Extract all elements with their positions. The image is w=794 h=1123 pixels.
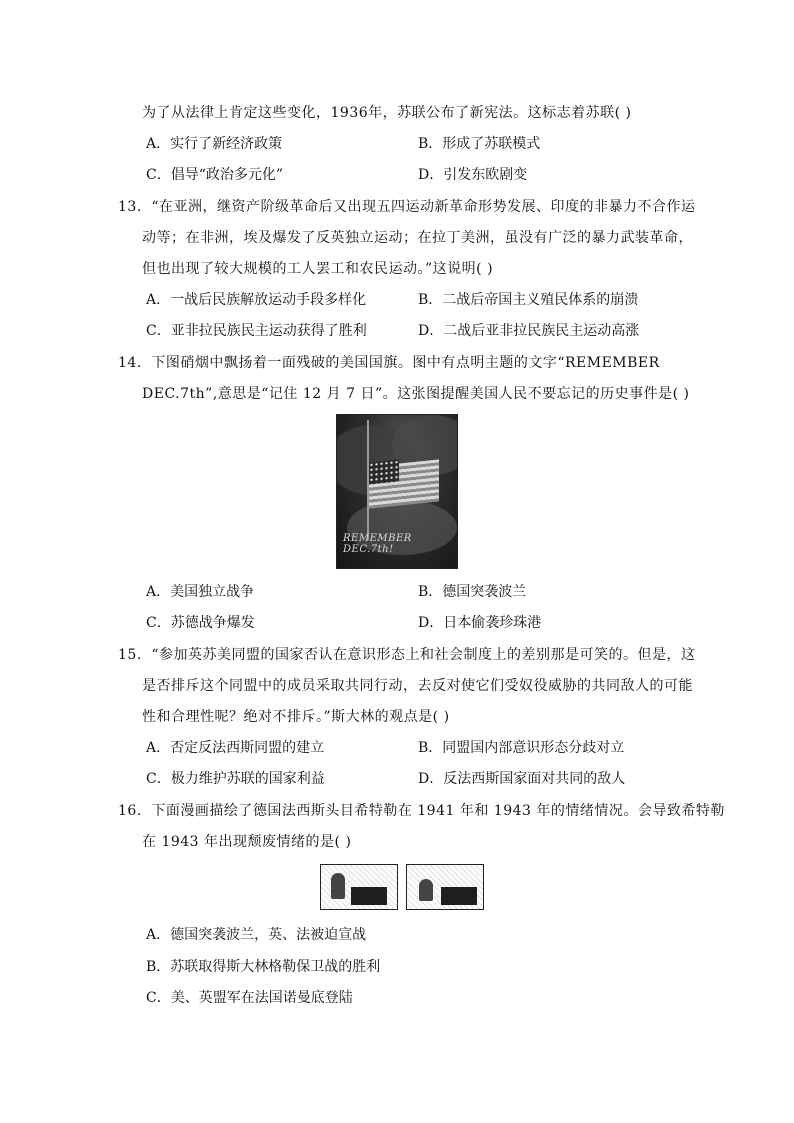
q15-option-c[interactable]: C．极力维护苏联的国家利益 <box>146 771 325 787</box>
pearl-harbor-poster-image <box>336 414 458 569</box>
q13-option-d[interactable]: D．二战后亚非拉民族民主运动高涨 <box>418 323 640 339</box>
q14-option-d[interactable]: D．日本偷袭珍珠港 <box>418 615 542 631</box>
q16-option-c[interactable]: C．美、英盟军在法国诺曼底登陆 <box>146 990 353 1006</box>
q16-stem-line2: 在 1943 年出现颓废情绪的是( ) <box>142 834 352 850</box>
hitler-1941-cartoon <box>320 864 398 910</box>
q14-stem-line1: 14．下图硝烟中飘扬着一面残破的美国国旗。图中有点明主题的文字“REMEMBER <box>118 355 660 371</box>
poster-caption: REMEMBER DEC.7th! <box>343 533 412 555</box>
q14-stem-line2: DEC.7th”,意思是“记住 12 月 7 日”。这张图提醒美国人民不要忘记的历史事件是( ) <box>142 386 690 402</box>
person-icon <box>419 879 433 901</box>
q13-option-c[interactable]: C．亚非拉民族民主运动获得了胜利 <box>146 323 367 339</box>
q12-option-b[interactable]: B．形成了苏联模式 <box>418 136 541 152</box>
q13-option-a[interactable]: A．一战后民族解放运动手段多样化 <box>146 292 367 308</box>
q16-option-b[interactable]: B．苏联取得斯大林格勒保卫战的胜利 <box>146 959 381 975</box>
q16-stem-line1: 16．下面漫画描绘了德国法西斯头目希特勒在 1941 年和 1943 年的情绪情况。会导致希特勒 <box>118 803 725 819</box>
q12-option-d[interactable]: D．引发东欧剧变 <box>418 167 528 183</box>
q14-option-b[interactable]: B．德国突袭波兰 <box>418 584 527 600</box>
flag-canton <box>369 459 399 484</box>
q13-option-b[interactable]: B．二战后帝国主义殖民体系的崩溃 <box>418 292 639 308</box>
q14-option-c[interactable]: C．苏德战争爆发 <box>146 615 255 631</box>
q15-option-a[interactable]: A．否定反法西斯同盟的建立 <box>146 740 325 756</box>
piano-icon <box>351 887 387 905</box>
q12-option-c[interactable]: C．倡导“政治多元化” <box>146 167 284 183</box>
q15-option-b[interactable]: B．同盟国内部意识形态分歧对立 <box>418 740 625 756</box>
q15-option-d[interactable]: D．反法西斯国家面对共同的敌人 <box>418 771 626 787</box>
q14-option-a[interactable]: A．美国独立战争 <box>146 584 255 600</box>
q13-stem-line2: 动等；在非洲，埃及爆发了反英独立运动；在拉丁美洲，虽没有广泛的暴力武装革命， <box>142 230 693 246</box>
hitler-1943-cartoon <box>406 864 484 910</box>
person-icon <box>331 873 345 899</box>
q12-option-a[interactable]: A．实行了新经济政策 <box>146 136 283 152</box>
q16-option-a[interactable]: A．德国突袭波兰，英、法被迫宣战 <box>146 927 367 943</box>
q15-stem-line3: 性和合理性呢？绝对不排斥。”斯大林的观点是( ) <box>142 709 450 725</box>
q15-stem-line1: 15．“参加英苏美同盟的国家否认在意识形态上和社会制度上的差别那是可笑的。但是，这 <box>118 647 696 663</box>
piano-icon <box>441 887 477 905</box>
q13-stem-line3: 但也出现了较大规模的工人罢工和农民运动。”这说明( ) <box>142 261 494 277</box>
q15-stem-line2: 是否排斥这个同盟中的成员采取共同行动，去反对使它们受奴役威胁的共同敌人的可能 <box>142 678 693 694</box>
q13-stem-line1: 13．“在亚洲，继资产阶级革命后又出现五四运动新革命形势发展、印度的非暴力不合作运 <box>118 199 696 215</box>
q12-stem: 为了从法律上肯定这些变化，1936年，苏联公布了新宪法。这标志着苏联( ) <box>142 105 632 121</box>
